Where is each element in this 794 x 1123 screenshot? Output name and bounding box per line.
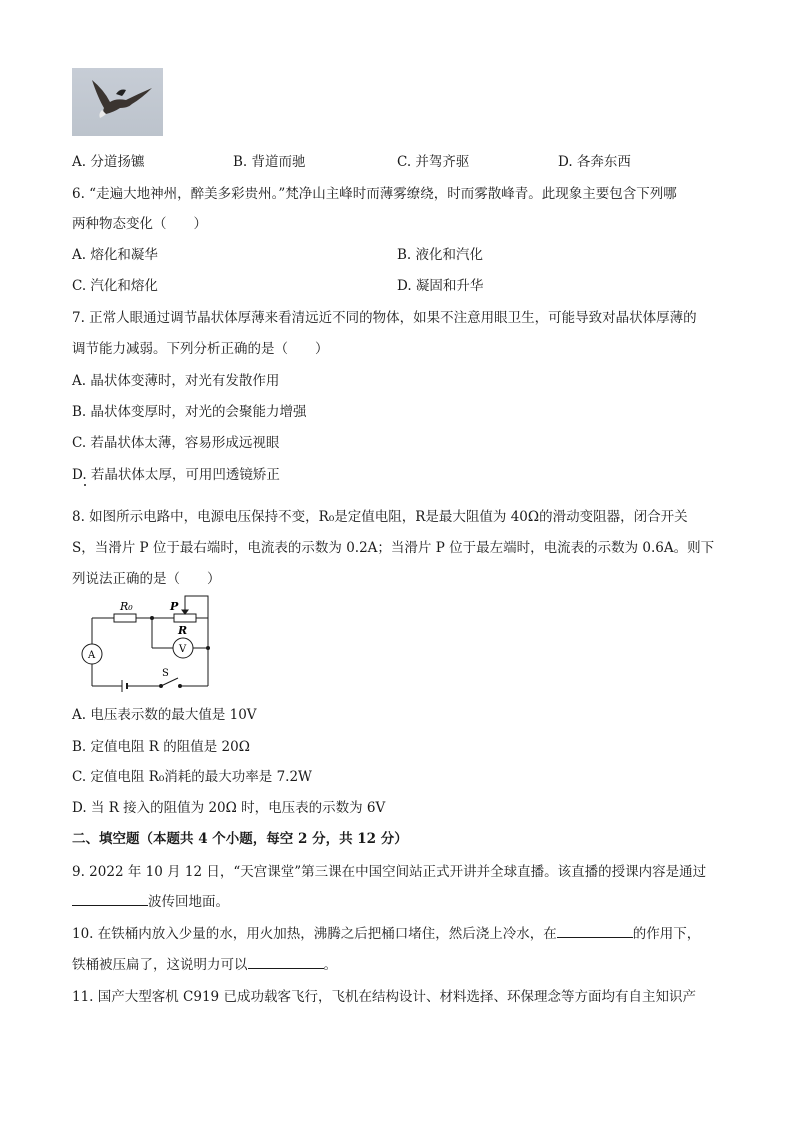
q10-answer-blank-2[interactable] [248, 954, 324, 969]
q8-option-c: C. 定值电阻 R₀消耗的最大功率是 7.2W [72, 769, 312, 785]
q6-option-c: C. 汽化和熔化 [72, 278, 158, 294]
q7-stem-line2: 调节能力减弱。下列分析正确的是（ ） [72, 341, 329, 357]
q9-stem-line2: 波传回地面。 [72, 890, 229, 910]
q8-option-d: D. 当 R 接入的阻值为 20Ω 时，电压表的示数为 6V [72, 800, 386, 816]
q6-option-a: A. 熔化和凝华 [72, 247, 158, 263]
label-v: V [179, 644, 187, 655]
q10-stem-line1: 10. 在铁桶内放入少量的水，用火加热，沸腾之后把桶口堵住，然后浇上冷水，在 的作用下， [72, 922, 700, 942]
circuit-diagram [72, 592, 222, 692]
q8-stem-line3: 列说法正确的是（ ） [72, 571, 221, 587]
q8-stem-line1: 8. 如图所示电路中，电源电压保持不变，R₀是定值电阻，R是最大阻值为 40Ω的滑动变阻器，闭合开关 [72, 509, 688, 525]
label-r: R [178, 624, 188, 637]
q5-option-a: A. 分道扬镳 [72, 154, 145, 170]
q8-stem-line2: S，当滑片 P 位于最右端时，电流表的示数为 0.2A；当滑片 P 位于最左端时，电流表的示数为 0.6A。则下 [72, 540, 715, 556]
q7-option-d: D. 若晶状体太厚，可用凹透镜矫正 [72, 467, 280, 483]
stray-dot [84, 484, 86, 486]
q9-answer-blank[interactable] [72, 891, 148, 906]
q5-option-d: D. 各奔东西 [558, 154, 631, 170]
q7-stem-line1: 7. 正常人眼通过调节晶状体厚薄来看清远近不同的物体，如果不注意用眼卫生，可能导致对晶状体厚薄的 [72, 310, 697, 326]
label-r0: R₀ [120, 600, 133, 613]
label-s: S [162, 668, 169, 679]
q8-option-b: B. 定值电阻 R 的阻值是 20Ω [72, 739, 250, 755]
rheostat-r [174, 614, 196, 622]
q9-stem-line1: 9. 2022 年 10 月 12 日，“天宫课堂”第三课在中国空间站正式开讲并全球直播。该直播的授课内容是通过 [72, 864, 707, 880]
label-a: A [88, 650, 96, 661]
q7-option-b: B. 晶状体变厚时，对光的会聚能力增强 [72, 404, 307, 420]
q7-option-a: A. 晶状体变薄时，对光有发散作用 [72, 373, 280, 389]
section2-title: 二、填空题（本题共 4 个小题，每空 2 分，共 12 分） [72, 831, 408, 847]
label-p: P [170, 600, 179, 613]
q7-option-c: C. 若晶状体太薄，容易形成远视眼 [72, 435, 280, 451]
q11-stem-line1: 11. 国产大型客机 C919 已成功载客飞行，飞机在结构设计、材料选择、环保理念等方面均有自主知识产 [72, 989, 696, 1005]
q5-option-b: B. 背道而驰 [233, 154, 306, 170]
q8-option-a: A. 电压表示数的最大值是 10V [72, 707, 257, 723]
q6-option-d: D. 凝固和升华 [397, 278, 484, 294]
q6-stem-line1: 6. “走遍大地神州，醉美多彩贵州。”梵净山主峰时而薄雾缭绕，时而雾散峰青。此现象主要包含下列哪 [72, 186, 677, 202]
eagle-crow-photo [72, 68, 163, 136]
q10-stem-line2: 铁桶被压扁了，这说明力可以 。 [72, 953, 337, 973]
resistor-r0 [114, 614, 136, 622]
q6-option-b: B. 液化和汽化 [397, 247, 484, 263]
q6-stem-line2: 两种物态变化（ ） [72, 216, 207, 232]
q5-option-c: C. 并驾齐驱 [397, 154, 470, 170]
q10-answer-blank-1[interactable] [557, 923, 633, 938]
